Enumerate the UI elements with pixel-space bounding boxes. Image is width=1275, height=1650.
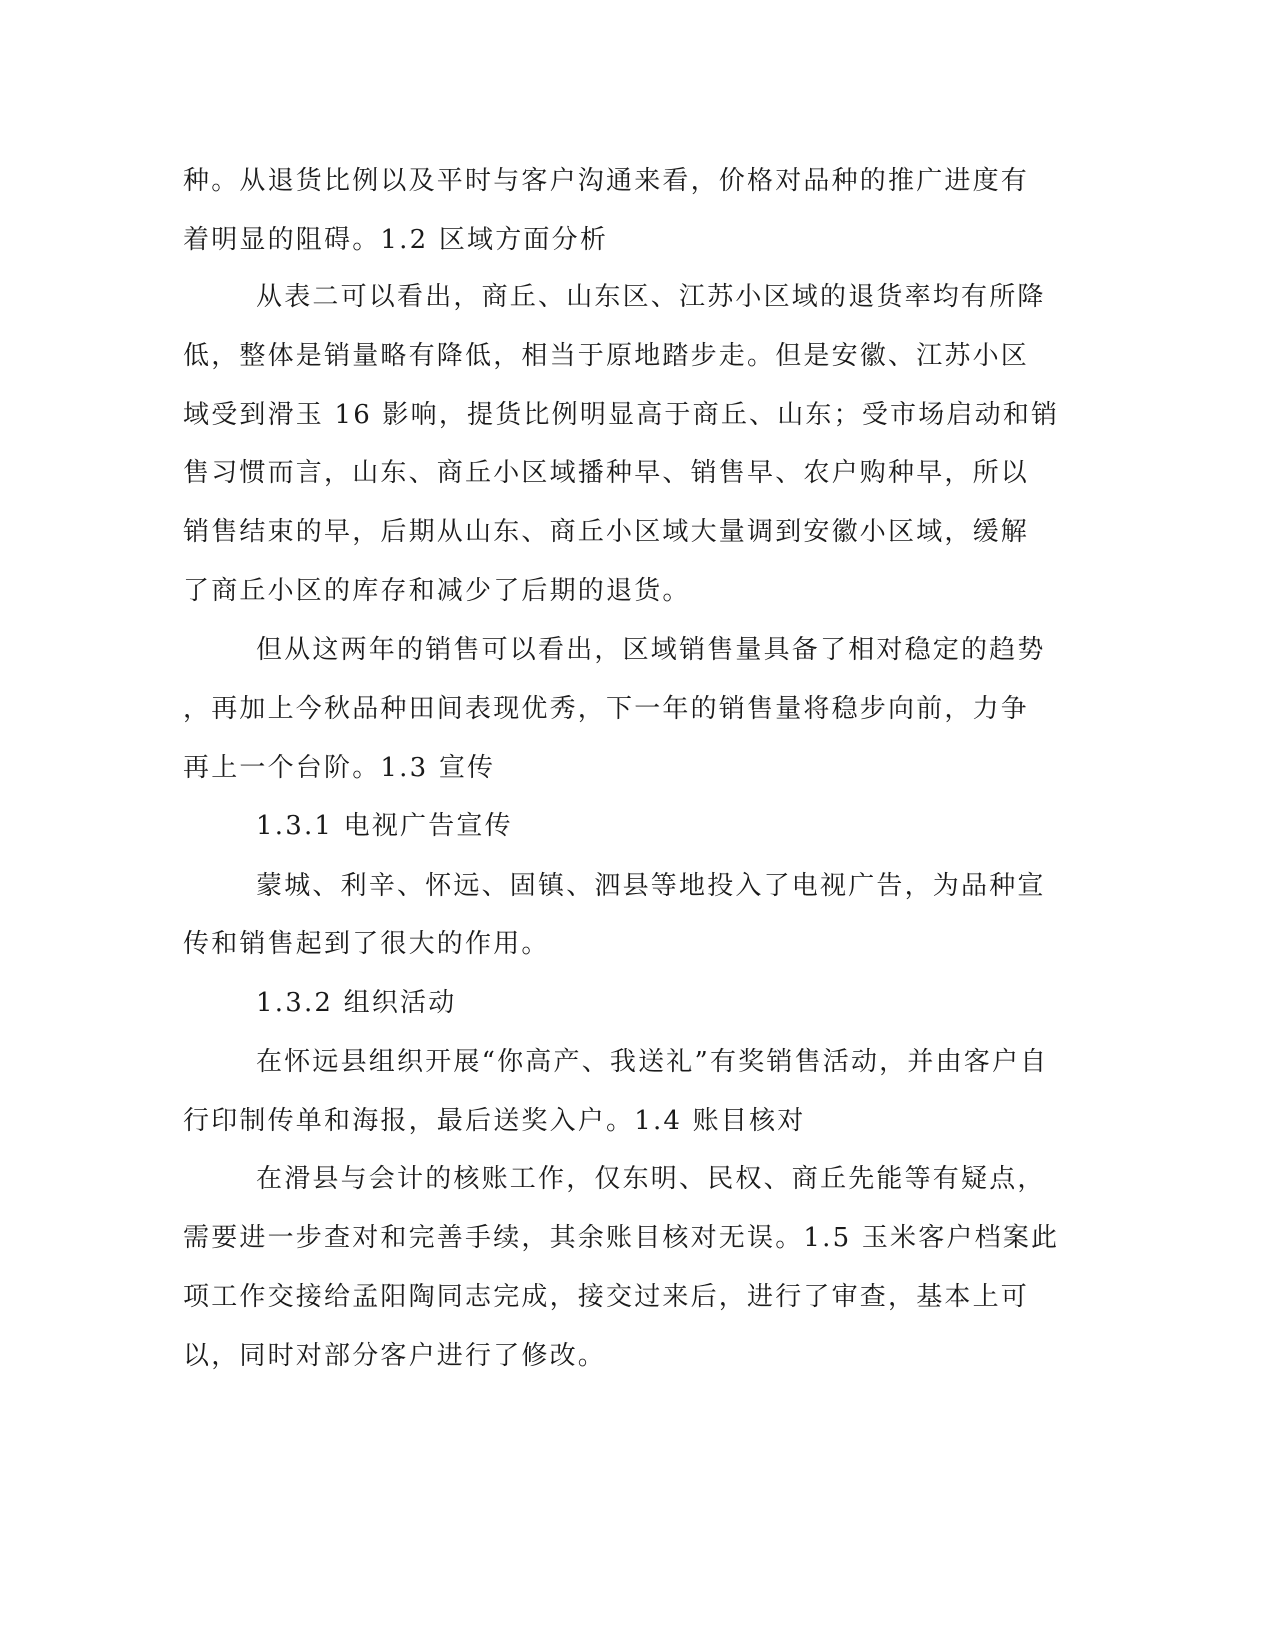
text-line-9: 但从这两年的销售可以看出，区域销售量具备了相对稳定的趋势 [256, 635, 1046, 665]
text-line-4: 低，整体是销量略有降低，相当于原地踏步走。但是安徽、江苏小区 [183, 341, 1030, 371]
section-heading-1-3-1: 1.3.1 电视广告宣传 [256, 811, 513, 841]
text-line-14: 传和销售起到了很大的作用。 [183, 929, 550, 959]
text-line-10: ，再加上今秋品种田间表现优秀，下一年的销售量将稳步向前，力争 [183, 694, 1030, 724]
text-line-18: 在滑县与会计的核账工作，仅东明、民权、商丘先能等有疑点， [256, 1164, 1046, 1194]
text-line-5: 域受到滑玉 16 影响，提货比例明显高于商丘、山东；受市场启动和销 [183, 400, 1060, 430]
text-line-17: 行印制传单和海报，最后送奖入户。1.4 账目核对 [183, 1106, 806, 1136]
text-line-19: 需要进一步查对和完善手续，其余账目核对无误。1.5 玉米客户档案此 [183, 1223, 1060, 1253]
text-line-2: 着明显的阻碍。1.2 区域方面分析 [183, 225, 609, 255]
text-line-11: 再上一个台阶。1.3 宣传 [183, 753, 496, 783]
text-line-21: 以，同时对部分客户进行了修改。 [183, 1341, 607, 1371]
text-line-1: 种。从退货比例以及平时与客户沟通来看，价格对品种的推广进度有 [183, 166, 1030, 196]
section-heading-1-3-2: 1.3.2 组织活动 [256, 988, 457, 1018]
text-line-3: 从表二可以看出，商丘、山东区、江苏小区域的退货率均有所降 [256, 282, 1046, 312]
text-line-20: 项工作交接给孟阳陶同志完成，接交过来后，进行了审查，基本上可 [183, 1282, 1030, 1312]
text-line-7: 销售结束的早，后期从山东、商丘小区域大量调到安徽小区域，缓解 [183, 517, 1030, 547]
text-line-16: 在怀远县组织开展“你高产、我送礼”有奖销售活动，并由客户自 [256, 1047, 1049, 1077]
text-line-6: 售习惯而言，山东、商丘小区域播种早、销售早、农户购种早，所以 [183, 458, 1030, 488]
text-line-13: 蒙城、利辛、怀远、固镇、泗县等地投入了电视广告，为品种宣 [256, 871, 1046, 901]
text-line-8: 了商丘小区的库存和减少了后期的退货。 [183, 576, 691, 606]
